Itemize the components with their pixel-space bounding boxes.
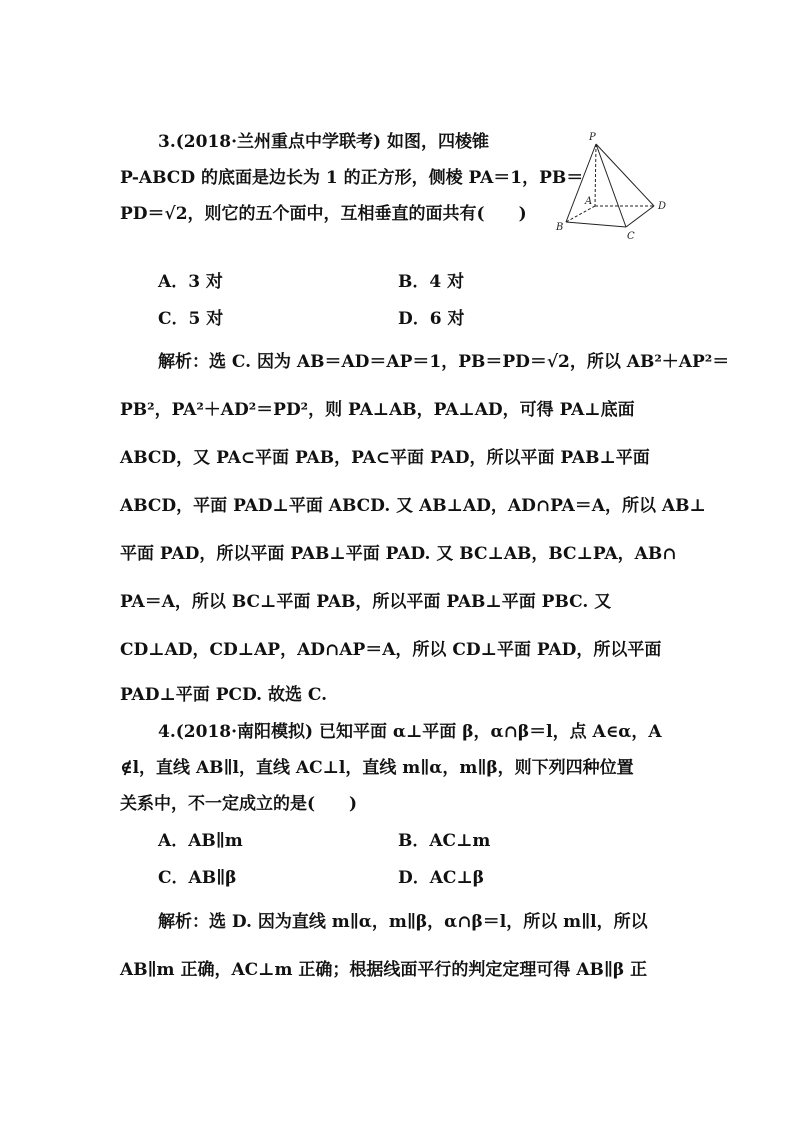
problem-3-solution-line-3: ABCD，又 PA⊂平面 PAB，PA⊂平面 PAD，所以平面 PAB⊥平面	[120, 448, 650, 468]
label-p: P	[589, 132, 596, 143]
problem-4-line-1: 4.(2018·南阳模拟) 已知平面 α⊥平面 β，α∩β＝l，点 A∈α，A	[158, 722, 662, 742]
label-a: A	[585, 196, 593, 207]
edge-ab-hidden	[566, 206, 595, 222]
problem-4-option-b: B．AC⊥m	[398, 831, 491, 851]
problem-4-solution-line-2: AB∥m 正确，AC⊥m 正确；根据线面平行的判定定理可得 AB∥β 正	[120, 960, 648, 980]
problem-4-line-3: 关系中，不一定成立的是( )	[120, 794, 358, 814]
edge-pb	[566, 144, 596, 222]
edge-pd	[596, 144, 654, 206]
problem-3-option-b: B．4 对	[398, 272, 465, 292]
problem-4-option-d: D．AC⊥β	[398, 868, 485, 888]
problem-3-option-a: A．3 对	[158, 272, 223, 292]
problem-3-option-d: D．6 对	[398, 309, 465, 329]
label-c: C	[627, 231, 635, 242]
problem-3-line-2: P-ABCD 的底面是边长为 1 的正方形，侧棱 PA＝1，PB＝	[120, 168, 584, 188]
edge-pa-hidden	[595, 144, 596, 206]
problem-3-line-3: PD＝√2，则它的五个面中，互相垂直的面共有( )	[120, 204, 527, 224]
problem-3-solution-line-4: ABCD，平面 PAD⊥平面 ABCD. 又 AB⊥AD，AD∩PA＝A，所以 AB⊥	[120, 496, 706, 516]
problem-3-solution-line-2: PB²，PA²＋AD²＝PD²，则 PA⊥AB，PA⊥AD，可得 PA⊥底面	[120, 400, 635, 420]
problem-3-solution-line-7: CD⊥AD，CD⊥AP，AD∩AP＝A，所以 CD⊥平面 PAD，所以平面	[120, 640, 662, 660]
problem-3-solution-line-5: 平面 PAD，所以平面 PAB⊥平面 PAD. 又 BC⊥AB，BC⊥PA，AB∩	[120, 544, 677, 564]
problem-3-solution-line-1: 解析：选 C. 因为 AB＝AD＝AP＝1，PB＝PD＝√2，所以 AB²＋AP²＝	[158, 352, 730, 372]
edge-cd	[626, 206, 654, 227]
problem-4-line-2: ∉l，直线 AB∥l，直线 AC⊥l，直线 m∥α，m∥β，则下列四种位置	[120, 758, 634, 778]
problem-3-option-c: C．5 对	[158, 309, 224, 329]
edge-bc	[566, 222, 626, 227]
problem-4-option-c: C．AB∥β	[158, 868, 237, 888]
edge-pc	[596, 144, 626, 227]
label-b: B	[556, 222, 564, 233]
problem-4-solution-line-1: 解析：选 D. 因为直线 m∥α，m∥β，α∩β＝l，所以 m∥l，所以	[158, 912, 648, 932]
pyramid-figure	[548, 128, 678, 246]
problem-3-solution-line-6: PA＝A，所以 BC⊥平面 PAB，所以平面 PAB⊥平面 PBC. 又	[120, 592, 612, 612]
problem-3-solution-line-8: PAD⊥平面 PCD. 故选 C.	[120, 685, 328, 705]
problem-3-line-1: 3.(2018·兰州重点中学联考) 如图，四棱锥	[158, 132, 489, 152]
label-d: D	[658, 201, 667, 212]
problem-4-option-a: A．AB∥m	[158, 831, 243, 851]
